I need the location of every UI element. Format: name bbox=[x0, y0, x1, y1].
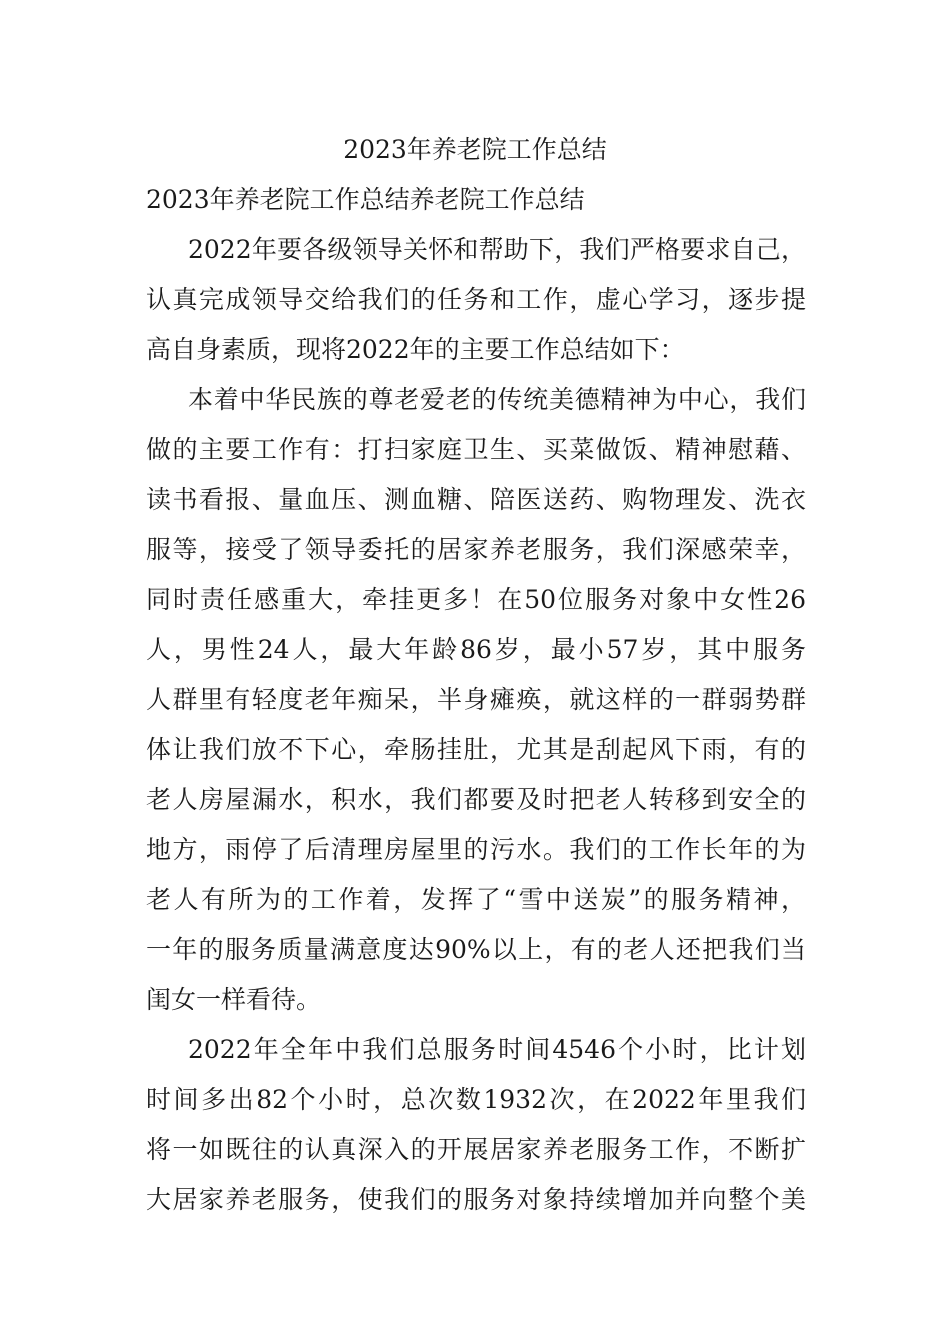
text-line: 高自身素质，现将2022年的主要工作总结如下： bbox=[146, 335, 685, 364]
text-line: 读书看报、量血压、测血糖、陪医送药、购物理发、洗衣 bbox=[146, 485, 806, 514]
text-line: 本着中华民族的尊老爱老的传统美德精神为中心，我们 bbox=[188, 385, 806, 414]
text-line: 地方，雨停了后清理房屋里的污水。我们的工作长年的为 bbox=[146, 835, 806, 864]
text-line: 时间多出82个小时，总次数1932次，在2022年里我们 bbox=[146, 1085, 806, 1114]
text-line: 一年的服务质量满意度达90%以上，有的老人还把我们当 bbox=[146, 935, 806, 964]
text-line: 认真完成领导交给我们的任务和工作，虚心学习，逐步提 bbox=[146, 285, 806, 314]
text-line: 老人有所为的工作着，发挥了“雪中送炭”的服务精神， bbox=[146, 885, 806, 914]
document-body bbox=[146, 230, 806, 1230]
text-line: 老人房屋漏水，积水，我们都要及时把老人转移到安全的 bbox=[146, 785, 806, 814]
text-line: 人，男性24人，最大年龄86岁，最小57岁，其中服务 bbox=[146, 635, 806, 664]
text-line: 闺女一样看待。 bbox=[146, 985, 322, 1014]
text-line: 2022年全年中我们总服务时间4546个小时，比计划 bbox=[188, 1035, 806, 1064]
text-line: 做的主要工作有：打扫家庭卫生、买菜做饭、精神慰藉、 bbox=[146, 435, 806, 464]
text-line: 将一如既往的认真深入的开展居家养老服务工作，不断扩 bbox=[146, 1135, 806, 1164]
text-line: 体让我们放不下心，牵肠挂肚，尤其是刮起风下雨，有的 bbox=[146, 735, 806, 764]
text-line: 大居家养老服务，使我们的服务对象持续增加并向整个美 bbox=[146, 1185, 806, 1214]
document-title: 2023年养老院工作总结 bbox=[343, 135, 607, 164]
document-subtitle: 2023年养老院工作总结养老院工作总结 bbox=[146, 185, 585, 214]
text-line: 2022年要各级领导关怀和帮助下，我们严格要求自己， bbox=[188, 235, 806, 264]
text-line: 服等，接受了领导委托的居家养老服务，我们深感荣幸， bbox=[146, 535, 806, 564]
text-line: 人群里有轻度老年痴呆，半身瘫痪，就这样的一群弱势群 bbox=[146, 685, 806, 714]
text-line: 同时责任感重大，牵挂更多！在50位服务对象中女性26 bbox=[146, 585, 806, 614]
